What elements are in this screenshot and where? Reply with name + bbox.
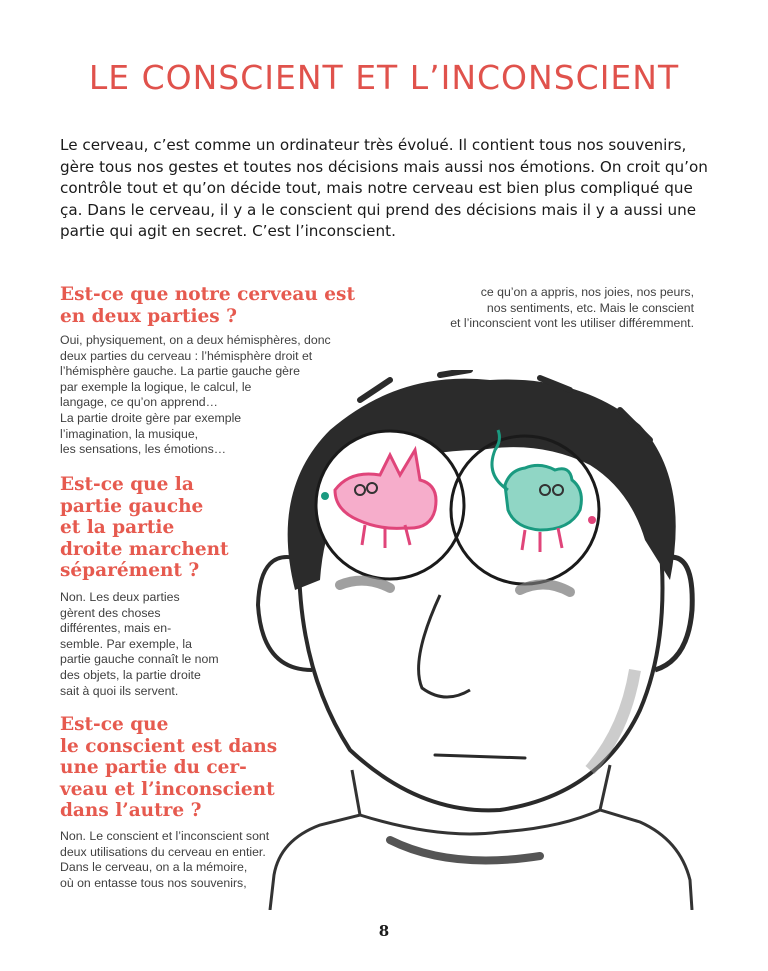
mouth (435, 755, 525, 758)
collar (390, 840, 540, 860)
question-2-heading: Est-ce que la partie gauche et la partie droite marchent séparément ? (60, 474, 229, 581)
question-3-heading: Est-ce que le conscient est dans une partie du cer- veau et l’inconscient dans l’autre ? (60, 714, 278, 821)
question-3-answer: Non. Le conscient et l’inconscient sont deux utilisations du cerveau en entier. Dans le cerveau, on a la mémoire, où on entasse tous nos souvenirs, (60, 829, 270, 890)
intro-paragraph: Le cerveau, c’est comme un ordinateur très évolué. Il contient tous nos souvenirs, gère tous nos gestes et toutes nos décisions mais aussi nos émotions. On croit qu’on contrôle tout et qu’on décide tout, mais notre cerveau est bien plus compliqué que ça. Dans le cerveau, il y a le conscient qui prend des décisions mais il y a aussi une partie qui agit en secret. C’est l’inconscient. (60, 136, 708, 240)
page-number: 8 (378, 922, 390, 940)
right-eye (520, 584, 570, 592)
question-2-answer: Non. Les deux parties gèrent des choses différentes, mais en- semble. Par exemple, la partie gauche connaît le nom des objets, la partie droite sait à quoi ils servent. (60, 590, 219, 698)
head-illustration (240, 370, 710, 910)
continued-answer: ce qu’on a appris, nos joies, nos peurs, nos sentiments, etc. Mais le conscient et l’inconscient vont les utiliser différemment. (450, 285, 694, 331)
question-1-heading: Est-ce que notre cerveau est en deux parties ? (60, 284, 356, 327)
left-eye (340, 581, 390, 588)
nose (419, 595, 470, 697)
page-title: LE CONSCIENT ET L’INCONSCIENT (88, 58, 680, 97)
question-1-answer: Oui, physiquement, on a deux hémisphères, donc deux parties du cerveau : l’hémisphère droit et l’hémisphère gauche. La partie gauche gère par exemple la logique, le calcul, le langage, ce qu’on apprend… La partie droite gère par exemple l’imagination, la musique, les sensations, les émotions… (60, 333, 331, 457)
